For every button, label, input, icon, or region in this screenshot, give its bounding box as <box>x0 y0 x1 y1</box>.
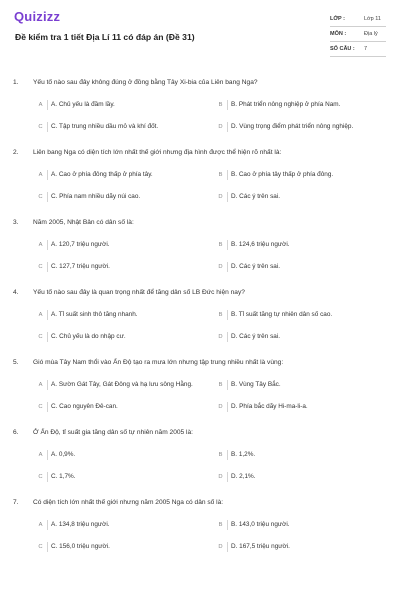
option-letter: A <box>36 308 45 322</box>
option-letter: D <box>216 330 225 344</box>
option-text: C. 1,7%. <box>51 473 76 480</box>
question-6 <box>0 429 400 491</box>
option-letter: B <box>216 168 225 182</box>
option-text: A. Chủ yếu là đầm lầy. <box>51 101 115 108</box>
option-letter: B <box>216 238 225 252</box>
quizizz-logo: Quizizz <box>14 9 61 24</box>
meta-label: MÔN : <box>330 31 347 37</box>
option-text: D. Các ý trên sai. <box>231 333 281 340</box>
question-3 <box>0 219 400 281</box>
option-text: D. 167,5 triệu người. <box>231 543 290 550</box>
option-text: B. 143,0 triệu người. <box>231 521 290 528</box>
option-text: B. Cao ở phía tây thấp ở phía đông. <box>231 171 334 178</box>
option-letter: B <box>216 378 225 392</box>
option-text: A. 134,8 triệu người. <box>51 521 110 528</box>
option-text: D. Các ý trên sai. <box>231 263 281 270</box>
option-text: B. 124,6 triệu người. <box>231 241 290 248</box>
option-letter: C <box>36 400 45 414</box>
option-letter: B <box>216 448 225 462</box>
option-letter: A <box>36 168 45 182</box>
question-text: Yếu tố nào sau đây không đúng ở đồng bằng Tây Xi-bia của Liên bang Nga? <box>33 79 258 86</box>
meta-label: SỐ CÂU : <box>330 46 355 52</box>
option-letter: C <box>36 120 45 134</box>
option-text: C. 127,7 triệu người. <box>51 263 110 270</box>
option-letter: A <box>36 378 45 392</box>
option-letter: D <box>216 260 225 274</box>
option-text: A. Sườn Gát Tây, Gát Đông và hạ lưu sông Hằng. <box>51 381 193 388</box>
option-text: D. Các ý trên sai. <box>231 193 281 200</box>
question-number: 1. <box>13 79 19 86</box>
option-letter: A <box>36 448 45 462</box>
meta-label: LỚP : <box>330 16 345 22</box>
question-5 <box>0 359 400 421</box>
question-number: 5. <box>13 359 19 366</box>
worksheet-header <box>0 0 400 64</box>
question-text: Gió mùa Tây Nam thổi vào Ấn Độ tạo ra mưa lớn nhưng tập trung nhiều nhất là vùng: <box>33 359 284 366</box>
option-letter: C <box>36 260 45 274</box>
option-text: D. Phía bắc dãy Hi-ma-li-a. <box>231 403 308 410</box>
option-text: A. Cao ở phía đông thấp ở phía tây. <box>51 171 153 178</box>
question-4 <box>0 289 400 351</box>
meta-row-count <box>330 42 386 57</box>
option-text: B. Phát triển nông nghiệp ở phía Nam. <box>231 101 341 108</box>
option-text: B. Tỉ suất tăng tự nhiên dân số cao. <box>231 311 333 318</box>
question-7 <box>0 499 400 561</box>
option-text: C. Phía nam nhiều dãy núi cao. <box>51 193 141 200</box>
meta-info <box>330 12 386 57</box>
meta-row-class <box>330 12 386 27</box>
meta-row-subject <box>330 27 386 42</box>
option-text: A. Tỉ suất sinh thô tăng nhanh. <box>51 311 138 318</box>
option-letter: D <box>216 540 225 554</box>
question-text: Có diện tích lớn nhất thế giới nhưng năm 2005 Nga có dân số là: <box>33 499 224 506</box>
question-2 <box>0 149 400 211</box>
option-text: A. 120,7 triệu người. <box>51 241 110 248</box>
option-text: C. Tập trung nhiều dầu mỏ và khí đốt. <box>51 123 159 130</box>
option-letter: A <box>36 98 45 112</box>
option-letter: B <box>216 308 225 322</box>
option-letter: D <box>216 470 225 484</box>
page-title: Đề kiểm tra 1 tiết Địa Lí 11 có đáp án (Đề 31) <box>15 32 195 42</box>
option-letter: B <box>216 98 225 112</box>
question-number: 7. <box>13 499 19 506</box>
question-text: Ở Ấn Độ, tỉ suất gia tăng dân số tự nhiên năm 2005 là: <box>33 429 193 436</box>
option-letter: A <box>36 238 45 252</box>
option-text: B. Vùng Tây Bắc. <box>231 381 281 388</box>
option-letter: D <box>216 400 225 414</box>
option-text: A. 0,9%. <box>51 451 76 458</box>
option-letter: C <box>36 470 45 484</box>
option-letter: D <box>216 190 225 204</box>
option-letter: A <box>36 518 45 532</box>
option-letter: D <box>216 120 225 134</box>
option-text: C. Chủ yếu là do nhập cư. <box>51 333 126 340</box>
question-number: 4. <box>13 289 19 296</box>
meta-value: Địa lý <box>364 31 378 37</box>
question-1 <box>0 79 400 141</box>
meta-value: 7 <box>364 46 368 52</box>
question-text: Yếu tố nào sau đây là quan trọng nhất để tăng dân số LB Đức hiện nay? <box>33 289 245 296</box>
option-text: D. 2,1%. <box>231 473 256 480</box>
question-number: 2. <box>13 149 19 156</box>
option-text: D. Vùng trọng điểm phát triển nông nghiệp. <box>231 123 354 130</box>
option-letter: C <box>36 540 45 554</box>
option-text: B. 1,2%. <box>231 451 256 458</box>
meta-value: Lớp 11 <box>364 16 381 22</box>
option-letter: C <box>36 330 45 344</box>
option-letter: B <box>216 518 225 532</box>
option-letter: C <box>36 190 45 204</box>
question-text: Năm 2005, Nhật Bản có dân số là: <box>33 219 134 226</box>
option-text: C. Cao nguyên Đê-can. <box>51 403 118 410</box>
question-number: 6. <box>13 429 19 436</box>
question-number: 3. <box>13 219 19 226</box>
question-text: Liên bang Nga có diện tích lớn nhất thế giới nhưng địa hình được thể hiện rõ nhất là: <box>33 149 282 156</box>
option-text: C. 156,0 triệu người. <box>51 543 110 550</box>
